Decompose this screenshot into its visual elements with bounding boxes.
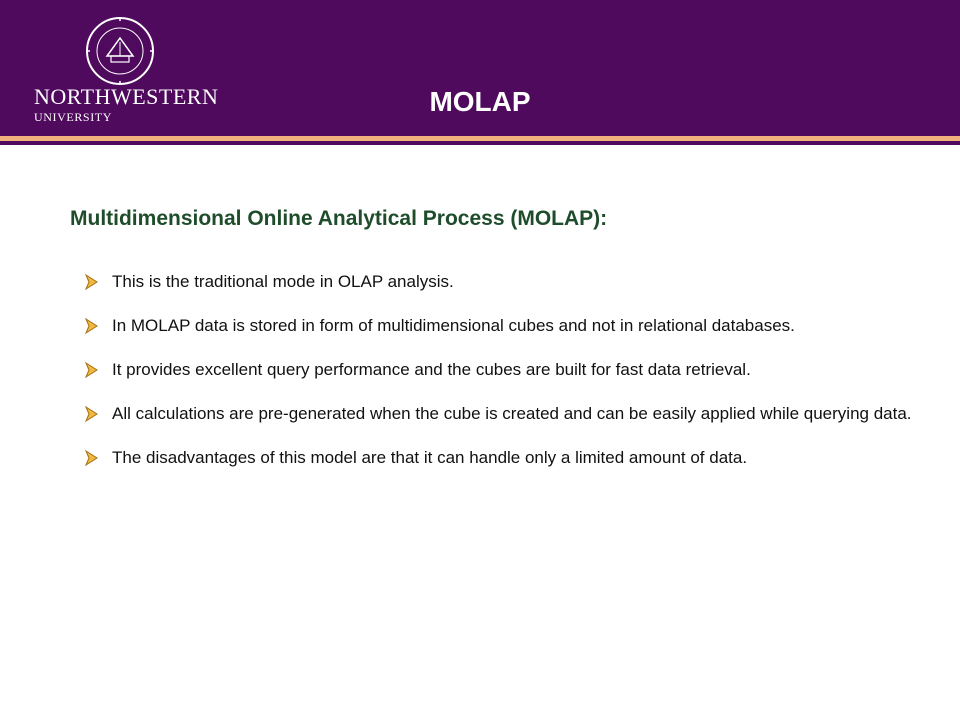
bullet-text: All calculations are pre-generated when the cube is created and can be easily applied while querying data. — [112, 404, 912, 423]
arrow-bullet-icon — [84, 404, 100, 424]
arrow-bullet-icon — [84, 448, 100, 468]
arrow-bullet-icon — [84, 360, 100, 380]
arrow-bullet-icon — [84, 272, 100, 292]
arrow-bullet-icon — [84, 316, 100, 336]
bullet-item — [84, 268, 934, 296]
section-heading: Multidimensional Online Analytical Process (MOLAP): — [70, 207, 608, 230]
bullet-text: It provides excellent query performance and the cubes are built for fast data retrieval. — [112, 360, 751, 379]
bullet-item — [84, 444, 934, 472]
bullet-item — [84, 356, 934, 384]
bullet-list — [84, 268, 934, 488]
wordmark-main: NORTHWESTERN — [34, 84, 219, 109]
bullet-item — [84, 312, 934, 340]
header-band — [0, 0, 960, 136]
university-seal-icon — [85, 16, 155, 86]
bullet-text: In MOLAP data is stored in form of multidimensional cubes and not in relational databases. — [112, 316, 795, 335]
bullet-text: The disadvantages of this model are that it can handle only a limited amount of data. — [112, 448, 748, 467]
bullet-text: This is the traditional mode in OLAP analysis. — [112, 272, 454, 291]
slide-title: MOLAP — [429, 86, 531, 117]
wordmark-subtitle: UNIVERSITY — [34, 110, 112, 124]
bullet-item — [84, 400, 934, 428]
accent-stripe-lower — [0, 141, 960, 145]
